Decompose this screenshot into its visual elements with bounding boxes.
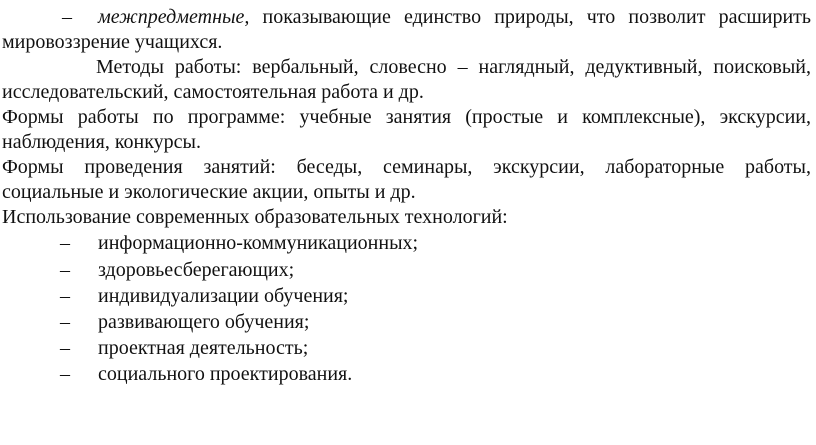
forms-program-line1: Формы работы по программе: учебные занятия (простые и комплексные), экскурсии, xyxy=(2,106,811,128)
list-item-text: социального проектирования. xyxy=(98,363,353,385)
intro-item-line1 xyxy=(62,4,811,30)
intro-item-line2: мировоззрение учащихся. xyxy=(2,31,223,53)
list-item-text: проектная деятельность; xyxy=(98,337,309,359)
methods-line2: исследовательский, самостоятельная работа и др. xyxy=(2,81,424,103)
list-item-text: здоровьесберегающих; xyxy=(98,259,295,281)
list-item xyxy=(60,335,308,361)
dash-marker: – xyxy=(60,363,70,385)
dash-marker: – xyxy=(60,337,70,359)
list-item-text: развивающего обучения; xyxy=(98,311,310,333)
forms-classes-line2: социальные и экологические акции, опыты и др. xyxy=(2,181,416,203)
dash-marker: – xyxy=(60,285,70,307)
list-item xyxy=(60,283,348,309)
list-item xyxy=(60,361,352,387)
forms-program-line2: наблюдения, конкурсы. xyxy=(2,131,201,153)
dash-marker: – xyxy=(62,6,72,28)
list-item xyxy=(60,257,294,283)
dash-marker: – xyxy=(60,232,70,254)
dash-marker: – xyxy=(60,311,70,333)
list-item xyxy=(60,309,309,335)
list-item-text: индивидуализации обучения; xyxy=(98,285,349,307)
list-item xyxy=(60,230,418,256)
intro-item-text: показывающие единство природы, что позволит расширить xyxy=(262,6,812,28)
intro-item-term: межпредметные, xyxy=(98,6,250,28)
technologies-heading: Использование современных образовательных технологий: xyxy=(2,206,508,228)
dash-marker: – xyxy=(60,259,70,281)
methods-line1: Методы работы: вербальный, словесно – наглядный, дедуктивный, поисковый, xyxy=(96,56,811,78)
list-item-text: информационно-коммуникационных; xyxy=(98,232,419,254)
forms-classes-line1: Формы проведения занятий: беседы, семинары, экскурсии, лабораторные работы, xyxy=(2,156,811,178)
